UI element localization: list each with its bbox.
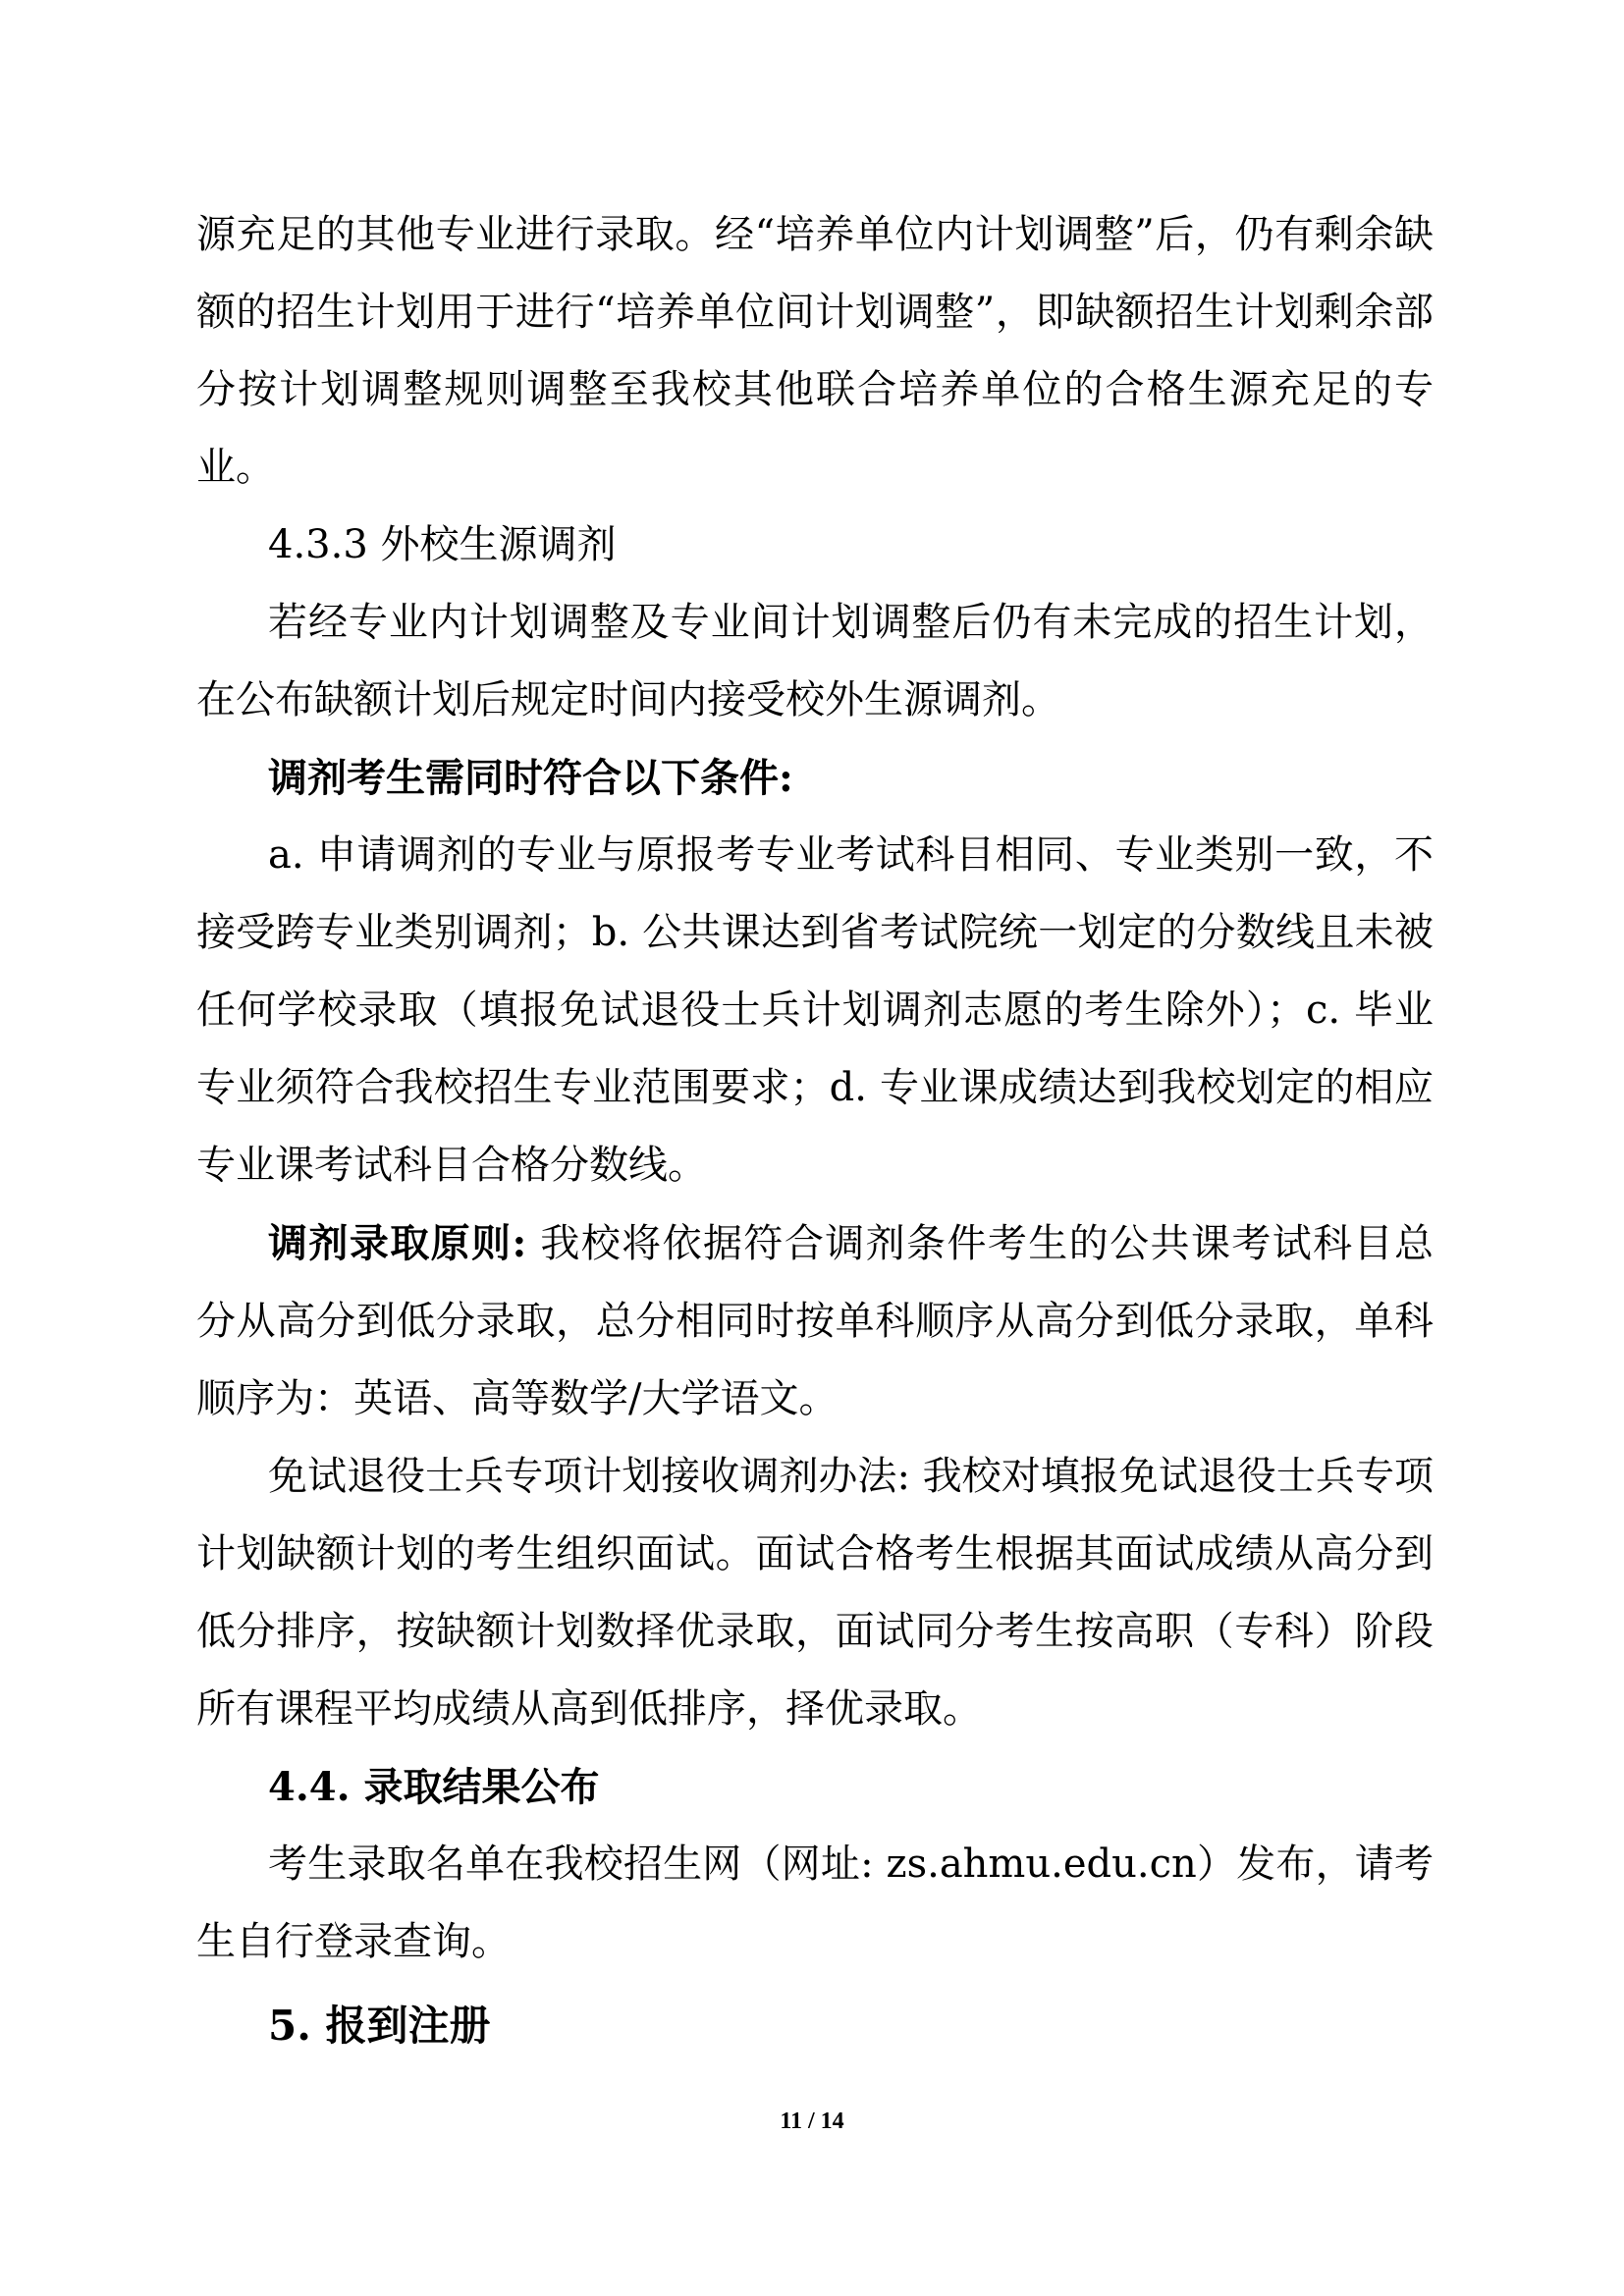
- page-content: [196, 196, 1434, 2065]
- paragraph-results-publication: 考生录取名单在我校招生网（网址: zs.ahmu.edu.cn）发布，请考生自行登录查询。: [196, 1842, 1434, 1964]
- heading-transfer-conditions: 调剂考生需同时符合以下条件:: [268, 755, 793, 801]
- paragraph-admission-principle: [196, 1204, 1434, 1438]
- heading-4-4: 4.4. 录取结果公布: [268, 1764, 600, 1810]
- paragraph-veteran-transfer: 免试退役士兵专项计划接收调剂办法: 我校对填报免试退役士兵专项计划缺额计划的考生组织面试。面试合格考生根据其面试成绩从高分到低分排序，按缺额计划数择优录取，面试同分考生按高职（专科）阶段所有课程平均成绩从高到低排序，择优录取。: [196, 1454, 1434, 1732]
- admission-principle-text: 我校将依据符合调剂条件考生的公共课考试科目总分从高分到低分录取，总分相同时按单科顺序从高分到低分录取，单科顺序为：英语、高等数学/大学语文。: [196, 1221, 1434, 1421]
- paragraph-external-transfer: 若经专业内计划调整及专业间计划调整后仍有未完成的招生计划，在公布缺额计划后规定时间内接受校外生源调剂。: [196, 600, 1434, 722]
- paragraph-conditions-list: a. 申请调剂的专业与原报考专业考试科目相同、专业类别一致，不接受跨专业类别调剂；b. 公共课达到省考试院统一划定的分数线且未被任何学校录取（填报免试退役士兵计划调剂志愿的考生除外）；c. 毕业专业须符合我校招生专业范围要求；d. 专业课成绩达到我校划定的相应专业课考试科目合格分数线。: [196, 832, 1434, 1188]
- paragraph-plan-adjustment: 源充足的其他专业进行录取。经“培养单位内计划调整”后，仍有剩余缺额的招生计划用于进行“培养单位间计划调整”，即缺额招生计划剩余部分按计划调整规则调整至我校其他联合培养单位的合格生源充足的专业。: [196, 212, 1434, 490]
- heading-4-3-3: 4.3.3 外校生源调剂: [268, 522, 617, 567]
- heading-5: 5. 报到注册: [268, 2002, 491, 2050]
- admission-principle-label: 调剂录取原则:: [268, 1220, 527, 1266]
- page-number: 11 / 14: [780, 2109, 844, 2134]
